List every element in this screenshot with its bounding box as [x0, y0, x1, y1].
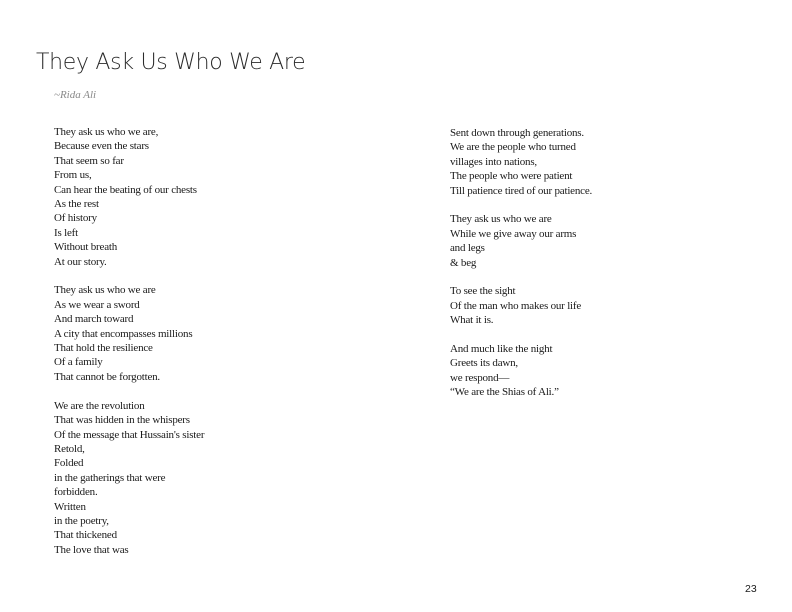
poem-stanza — [450, 284, 750, 327]
poem-line: Because even the stars — [54, 140, 149, 153]
poem-line: A city that encompasses millions — [54, 327, 193, 340]
poem-line: We are the revolution — [54, 399, 145, 412]
poem-line: To see the sight — [450, 285, 516, 298]
poem-left-column — [54, 125, 394, 557]
poem-line: Of history — [54, 212, 97, 225]
poem-line: They ask us who we are — [54, 284, 156, 297]
poem-line: Sent down through generations. — [450, 127, 584, 139]
poem-line: The people who were patient — [450, 170, 573, 183]
poem-stanza — [54, 399, 394, 557]
poem-stanza — [54, 283, 394, 384]
poem-line: Of the message that Hussain's sister — [54, 428, 205, 441]
poem-author: ~Rida Ali — [54, 89, 97, 101]
poem-line: We are the people who turned — [450, 141, 576, 154]
poem-line: And march toward — [54, 313, 134, 326]
poem-line: in the gatherings that were — [54, 471, 166, 484]
poem-stanza — [450, 126, 750, 198]
poem-line: That was hidden in the whispers — [54, 414, 190, 427]
poem-line: Is left — [54, 226, 78, 239]
poem-line: Greets its dawn, — [450, 357, 518, 370]
poem-line: Of a family — [54, 356, 103, 369]
poem-title: They Ask Us Who We Are — [36, 50, 306, 75]
poem-line: They ask us who we are — [450, 213, 552, 226]
poem-line: That thickened — [54, 529, 117, 542]
poem-line: Till patience tired of our patience. — [450, 184, 593, 197]
poem-line: Retold, — [54, 442, 85, 455]
poem-line: From us, — [54, 169, 92, 182]
poem-line: As we wear a sword — [54, 298, 140, 311]
poem-line: That seem so far — [54, 154, 124, 167]
poem-line: What it is. — [450, 314, 494, 327]
poem-line: Without breath — [54, 241, 118, 254]
poem-right-column — [450, 126, 750, 400]
poem-line: villages into nations, — [450, 155, 537, 168]
poem-stanza — [450, 342, 750, 400]
poem-line: forbidden. — [54, 486, 98, 499]
poem-line: and legs — [450, 242, 485, 255]
poem-line: in the poetry, — [54, 514, 109, 527]
poem-line: “We are the Shias of Ali.” — [450, 386, 559, 399]
page-number: 23 — [745, 583, 757, 595]
poem-line: Can hear the beating of our chests — [54, 183, 197, 196]
poem-line: we respond— — [450, 371, 510, 384]
poem-line: That cannot be forgotten. — [54, 370, 160, 383]
poem-line: That hold the resilience — [54, 342, 153, 355]
poem-line: Written — [54, 500, 86, 513]
poem-stanza — [54, 125, 394, 269]
poem-stanza — [450, 212, 750, 270]
poem-line: While we give away our arms — [450, 227, 577, 240]
poem-line: As the rest — [54, 198, 99, 211]
poem-line: At our story. — [54, 255, 107, 268]
poem-line: They ask us who we are, — [54, 126, 159, 138]
poem-line: The love that was — [54, 543, 129, 556]
poem-line: Of the man who makes our life — [450, 299, 582, 312]
poem-line: Folded — [54, 457, 84, 470]
poem-line: And much like the night — [450, 343, 553, 356]
poem-line: & beg — [450, 256, 477, 269]
